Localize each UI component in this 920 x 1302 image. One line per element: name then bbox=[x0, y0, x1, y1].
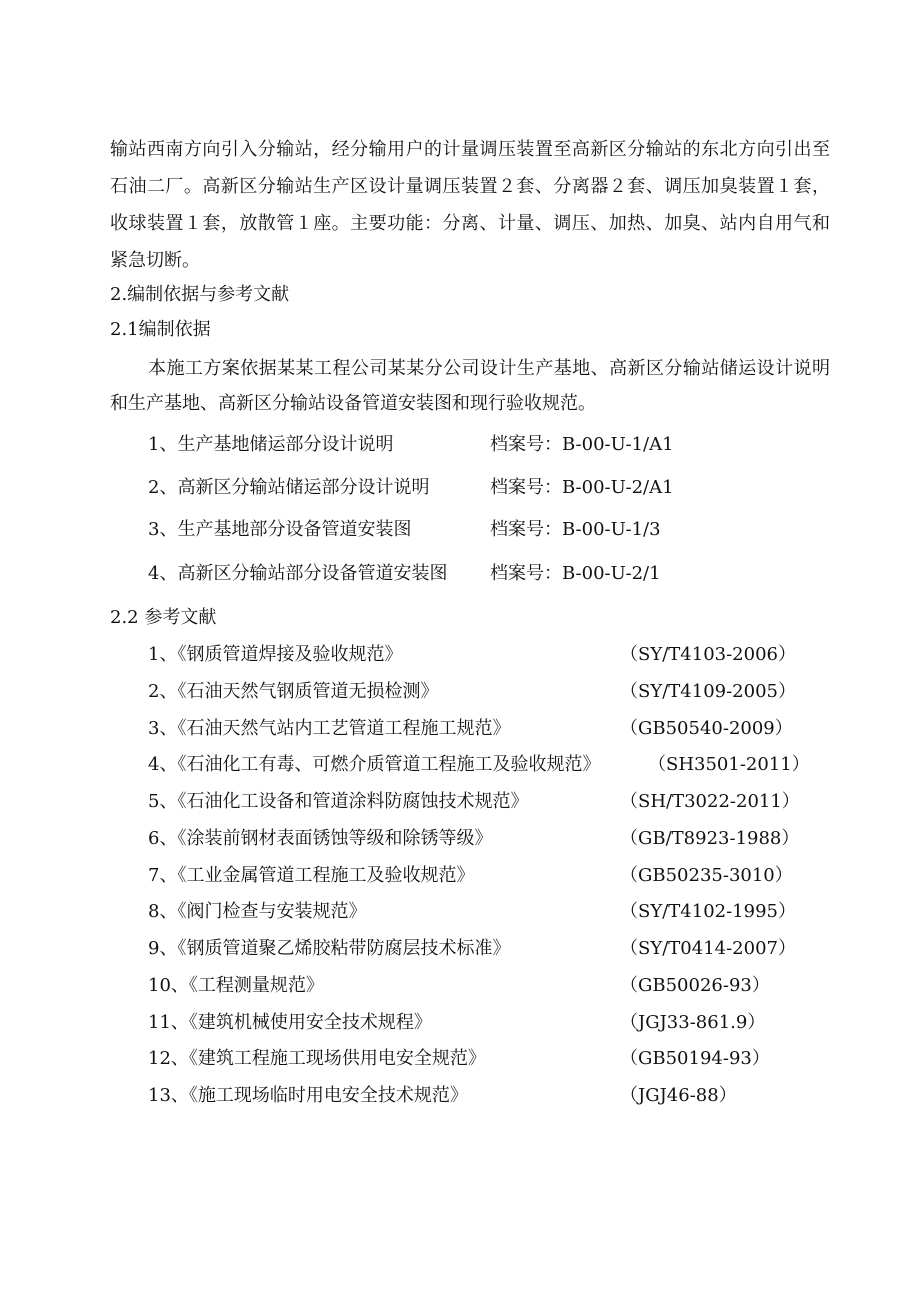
reference-code: （SY/T4102-1995） bbox=[620, 901, 796, 922]
intro-line: 收球装置１套，放散管１座。主要功能：分离、计量、调压、加热、加臭、站内自用气和 bbox=[110, 213, 830, 234]
reference-code: （SY/T4109-2005） bbox=[620, 681, 796, 702]
reference-code: （GB/T8923-1988） bbox=[620, 828, 800, 849]
reference-code: （GB50235-3010） bbox=[620, 865, 793, 886]
basis-paragraph-line: 本施工方案依据某某工程公司某某分公司设计生产基地、高新区分输站储运设计说明 bbox=[148, 358, 830, 379]
reference-title: 12、《建筑工程施工现场供用电安全规范》 bbox=[148, 1048, 486, 1069]
reference-title: 9、《钢质管道聚乙烯胶粘带防腐层技术标准》 bbox=[148, 938, 511, 959]
basis-item-archive-number: 档案号：B-00-U-1/3 bbox=[490, 519, 661, 540]
reference-title: 5、《石油化工设备和管道涂料防腐蚀技术规范》 bbox=[148, 791, 529, 812]
reference-code: （JGJ33-861.9） bbox=[620, 1012, 766, 1033]
reference-code: （SH3501-2011） bbox=[648, 754, 810, 775]
reference-title: 6、《涂装前钢材表面锈蚀等级和除锈等级》 bbox=[148, 828, 493, 849]
reference-code: （GB50194-93） bbox=[620, 1048, 770, 1069]
intro-line: 紧急切断。 bbox=[110, 250, 200, 271]
intro-line: 石油二厂。高新区分输站生产区设计量调压装置２套、分离器２套、调压加臭装置１套， bbox=[110, 176, 830, 197]
intro-line: 输站西南方向引入分输站，经分输用户的计量调压装置至高新区分输站的东北方向引出至 bbox=[110, 139, 830, 160]
reference-code: （SY/T0414-2007） bbox=[620, 938, 796, 959]
reference-title: 4、《石油化工有毒、可燃介质管道工程施工及验收规范》 bbox=[148, 754, 601, 775]
reference-title: 13、《施工现场临时用电安全技术规范》 bbox=[148, 1085, 468, 1106]
basis-item-title: 3、生产基地部分设备管道安装图 bbox=[148, 519, 412, 540]
reference-title: 2、《石油天然气钢质管道无损检测》 bbox=[148, 681, 439, 702]
basis-item-archive-number: 档案号：B-00-U-1/A1 bbox=[490, 434, 674, 455]
reference-title: 10、《工程测量规范》 bbox=[148, 975, 324, 996]
reference-title: 3、《石油天然气站内工艺管道工程施工规范》 bbox=[148, 718, 511, 739]
basis-item-title: 1、生产基地储运部分设计说明 bbox=[148, 434, 394, 455]
basis-item-archive-number: 档案号：B-00-U-2/A1 bbox=[490, 477, 674, 498]
reference-code: （SY/T4103-2006） bbox=[620, 644, 796, 665]
reference-code: （GB50026-93） bbox=[620, 975, 770, 996]
section-heading: 2.编制依据与参考文献 bbox=[110, 284, 290, 305]
basis-item-archive-number: 档案号：B-00-U-2/1 bbox=[490, 563, 661, 584]
reference-title: 7、《工业金属管道工程施工及验收规范》 bbox=[148, 865, 475, 886]
basis-item-title: 4、高新区分输站部分设备管道安装图 bbox=[148, 563, 448, 584]
reference-code: （GB50540-2009） bbox=[620, 718, 793, 739]
reference-title: 1、《钢质管道焊接及验收规范》 bbox=[148, 644, 403, 665]
reference-code: （SH/T3022-2011） bbox=[620, 791, 800, 812]
subsection-heading: 2.2 参考文献 bbox=[110, 607, 217, 628]
basis-item-title: 2、高新区分输站储运部分设计说明 bbox=[148, 477, 430, 498]
basis-paragraph-line: 和生产基地、高新区分输站设备管道安装图和现行验收规范。 bbox=[110, 393, 596, 414]
reference-title: 11、《建筑机械使用安全技术规程》 bbox=[148, 1012, 432, 1033]
reference-title: 8、《阀门检查与安装规范》 bbox=[148, 901, 367, 922]
reference-code: （JGJ46-88） bbox=[620, 1085, 737, 1106]
subsection-heading: 2.1编制依据 bbox=[110, 319, 211, 340]
